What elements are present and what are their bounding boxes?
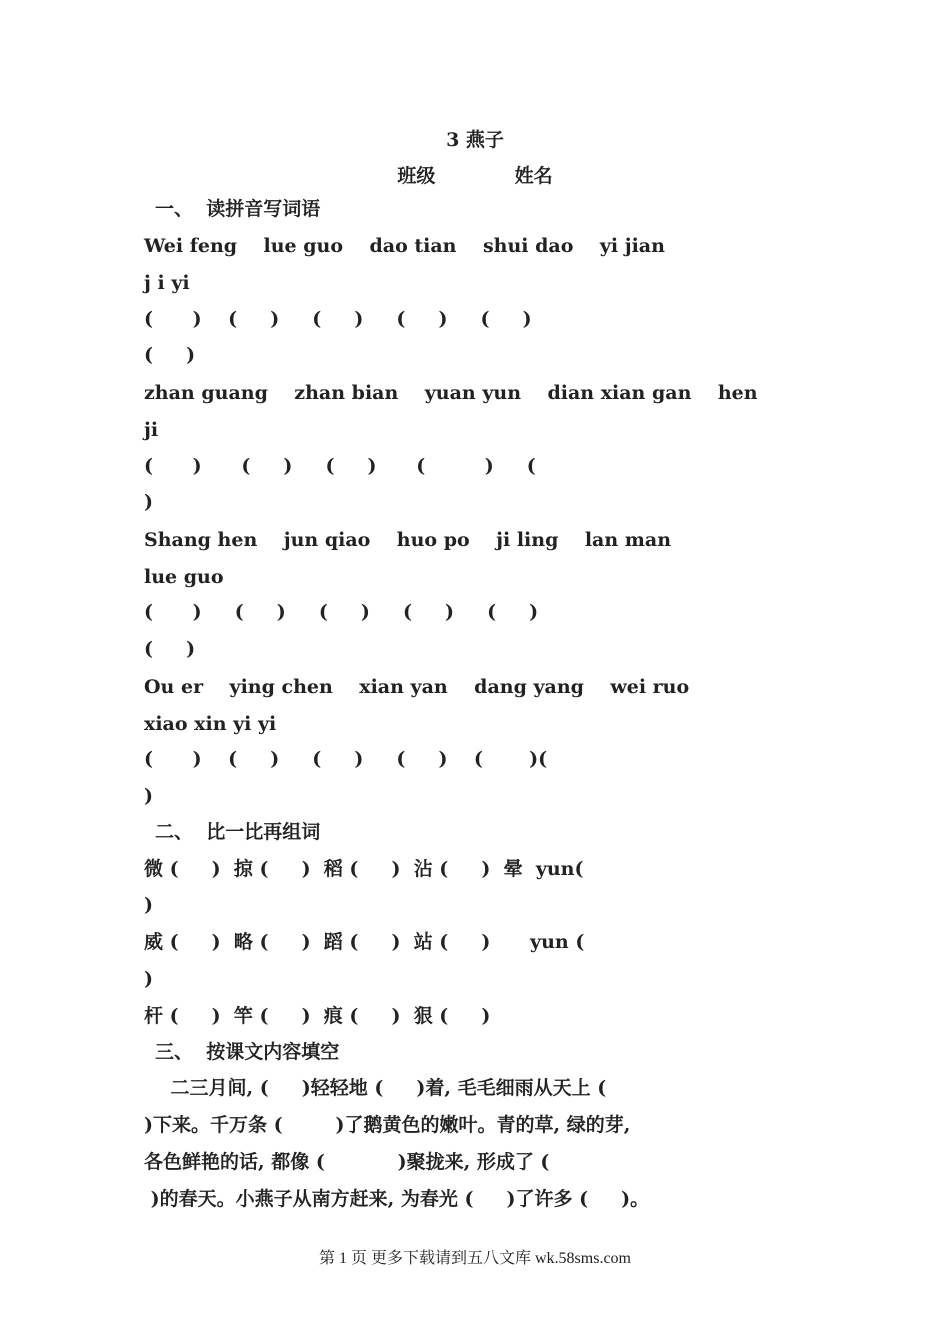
compare-row-1: 微 ( ) 掠 ( ) 稻 ( ) 沾 ( ) 晕 yun( <box>144 858 584 880</box>
section-heading-3: 三、 按课文内容填空 <box>155 1041 340 1063</box>
compare-row-2-wrap: ) <box>144 968 153 990</box>
blank-row-4-wrap: ) <box>144 785 153 807</box>
fill-row-1: 二三月间, ( )轻轻地 ( )着, 毛毛细雨从天上 ( <box>144 1077 607 1099</box>
class-label: 班级 <box>397 165 436 187</box>
compare-row-2: 威 ( ) 略 ( ) 蹈 ( ) 站 ( ) yun ( <box>144 931 585 953</box>
pinyin-row-4: Ou er ying chen xian yan dang yang wei ruo <box>144 676 690 698</box>
page-footer: 第 1 页 更多下载请到五八文库 wk.58sms.com <box>318 1250 631 1267</box>
pinyin-row-3: Shang hen jun qiao huo po ji ling lan man <box>144 529 672 551</box>
worksheet-title: 3 燕子 <box>446 129 504 151</box>
student-info <box>0 161 950 188</box>
pinyin-row-4-wrap: xiao xin yi yi <box>144 713 277 735</box>
fill-row-2: )下来。千万条 ( )了鹅黄色的嫩叶。青的草, 绿的芽, <box>144 1114 631 1136</box>
pinyin-row-1-wrap: j i yi <box>144 272 190 294</box>
blank-row-2-wrap: ) <box>144 491 153 513</box>
compare-row-1-wrap: ) <box>144 894 153 916</box>
section-heading-1: 一、 读拼音写词语 <box>155 198 321 220</box>
pinyin-row-2: zhan guang zhan bian yuan yun dian xian gan hen <box>144 382 758 404</box>
compare-row-3: 杆 ( ) 竿 ( ) 痕 ( ) 狠 ( ) <box>144 1005 491 1027</box>
blank-row-2: ( ) ( ) ( ) ( ) ( <box>144 455 536 477</box>
blank-row-3: ( ) ( ) ( ) ( ) ( ) <box>144 601 539 623</box>
section-heading-2: 二、 比一比再组词 <box>155 821 321 843</box>
blank-row-1-wrap: ( ) <box>144 344 196 366</box>
fill-row-4: )的春天。小燕子从南方赶来, 为春光 ( )了许多 ( )。 <box>144 1188 650 1210</box>
name-label: 姓名 <box>514 165 553 187</box>
fill-row-3: 各色鲜艳的话, 都像 ( )聚拢来, 形成了 ( <box>144 1151 550 1173</box>
blank-row-3-wrap: ( ) <box>144 638 196 660</box>
pinyin-row-3-wrap: lue guo <box>144 566 224 588</box>
pinyin-row-1: Wei feng lue guo dao tian shui dao yi jian <box>144 235 665 257</box>
blank-row-4: ( ) ( ) ( ) ( ) ( )( <box>144 748 548 770</box>
blank-row-1: ( ) ( ) ( ) ( ) ( ) <box>144 308 532 330</box>
pinyin-row-2-wrap: ji <box>144 419 159 441</box>
